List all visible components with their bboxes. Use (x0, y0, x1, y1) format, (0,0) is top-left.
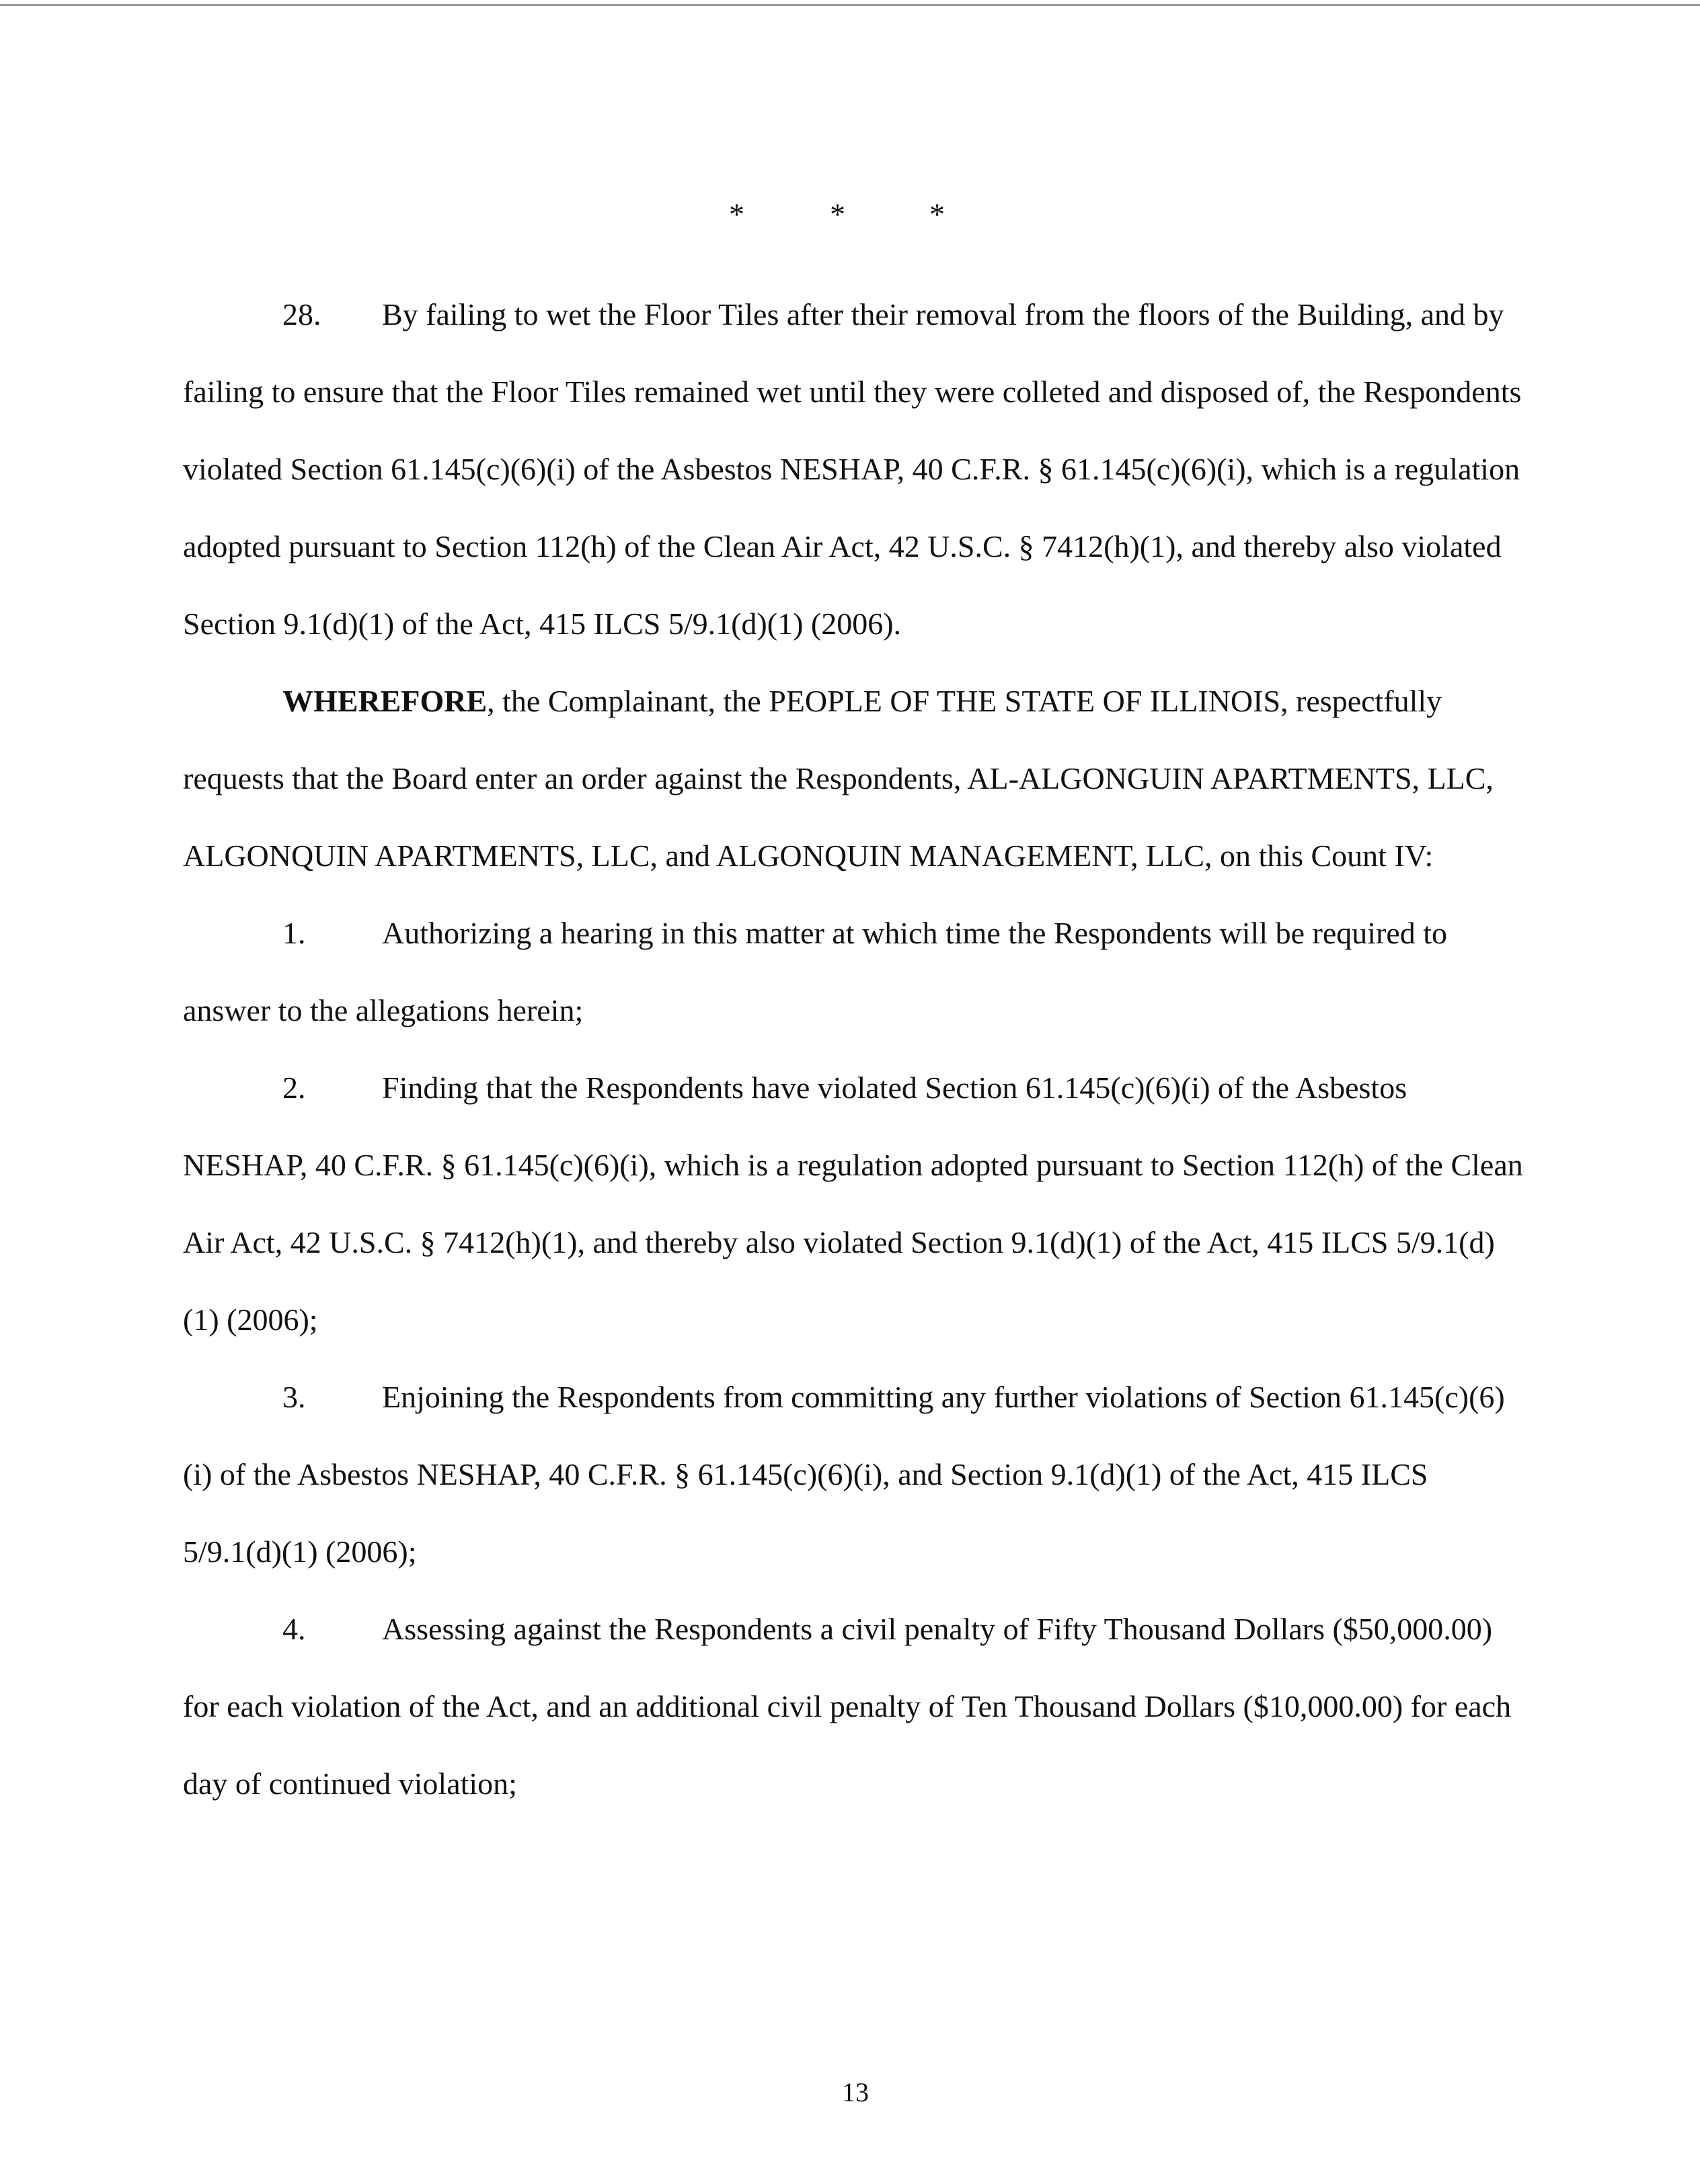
request-item-1 (183, 894, 1528, 1049)
request-text: Assessing against the Respondents a civil penalty of Fifty Thousand Dollars ($50,000.00) for each violation of the Act, and an additional civil penalty of Ten Thousand Dollars ($10,000.00) for each day of continued violation; (183, 1612, 1512, 1801)
paragraph-text: By failing to wet the Floor Tiles after their removal from the floors of the Building, and by failing to ensure that the Floor Tiles remained wet until they were colleted and disposed of, the Respondents violated Section 61.145(c)(6)(i) of the Asbestos NESHAP, 40 C.F.R. § 61.145(c)(6)(i), which is a regulation adopted pursuant to Section 112(h) of the Clean Air Act, 42 U.S.C. § 7412(h)(1), and thereby also violated Section 9.1(d)(1) of the Act, 415 ILCS 5/9.1(d)(1) (2006). (183, 297, 1522, 641)
separator-star: * (929, 197, 945, 231)
request-number: 3. (282, 1380, 306, 1414)
scan-top-edge-line (0, 4, 1700, 6)
request-number: 1. (282, 916, 306, 950)
wherefore-clause (183, 662, 1528, 894)
request-item-2 (183, 1049, 1528, 1358)
request-text: Authorizing a hearing in this matter at which time the Respondents will be required to answer to the allegations herein; (183, 916, 1448, 1027)
wherefore-text: , the Complainant, the PEOPLE OF THE STATE OF ILLINOIS, respectfully requests that the Board enter an order against the Respondents, AL-ALGONGUIN APARTMENTS, LLC, ALGONQUIN APARTMENTS, LLC, and ALGONQUIN MANAGEMENT, LLC, on this Count IV: (183, 684, 1494, 873)
wherefore-lead: WHEREFORE (282, 684, 488, 718)
page-number: 13 (842, 2077, 869, 2107)
request-text: Enjoining the Respondents from committing any further violations of Section 61.145(c)(6)(i) of the Asbestos NESHAP, 40 C.F.R. § 61.145(c)(6)(i), and Section 9.1(d)(1) of the Act, 415 ILCS 5/9.1(d)(1) (2006); (183, 1380, 1505, 1569)
request-item-4 (183, 1590, 1528, 1822)
separator-star: * (830, 197, 845, 231)
document-body (183, 276, 1528, 1822)
request-number: 4. (282, 1612, 306, 1646)
separator-star: * (729, 197, 744, 231)
paragraph-number: 28. (282, 297, 321, 332)
request-text: Finding that the Respondents have violated Section 61.145(c)(6)(i) of the Asbestos NESHAP, 40 C.F.R. § 61.145(c)(6)(i), which is a regulation adopted pursuant to Section 112(h) of the Clean Air Act, 42 U.S.C. § 7412(h)(1), and thereby also violated Section 9.1(d)(1) of the Act, 415 ILCS 5/9.1(d)(1) (2006); (183, 1070, 1523, 1337)
request-number: 2. (282, 1070, 306, 1105)
request-item-3 (183, 1358, 1528, 1590)
paragraph-28 (183, 276, 1528, 662)
